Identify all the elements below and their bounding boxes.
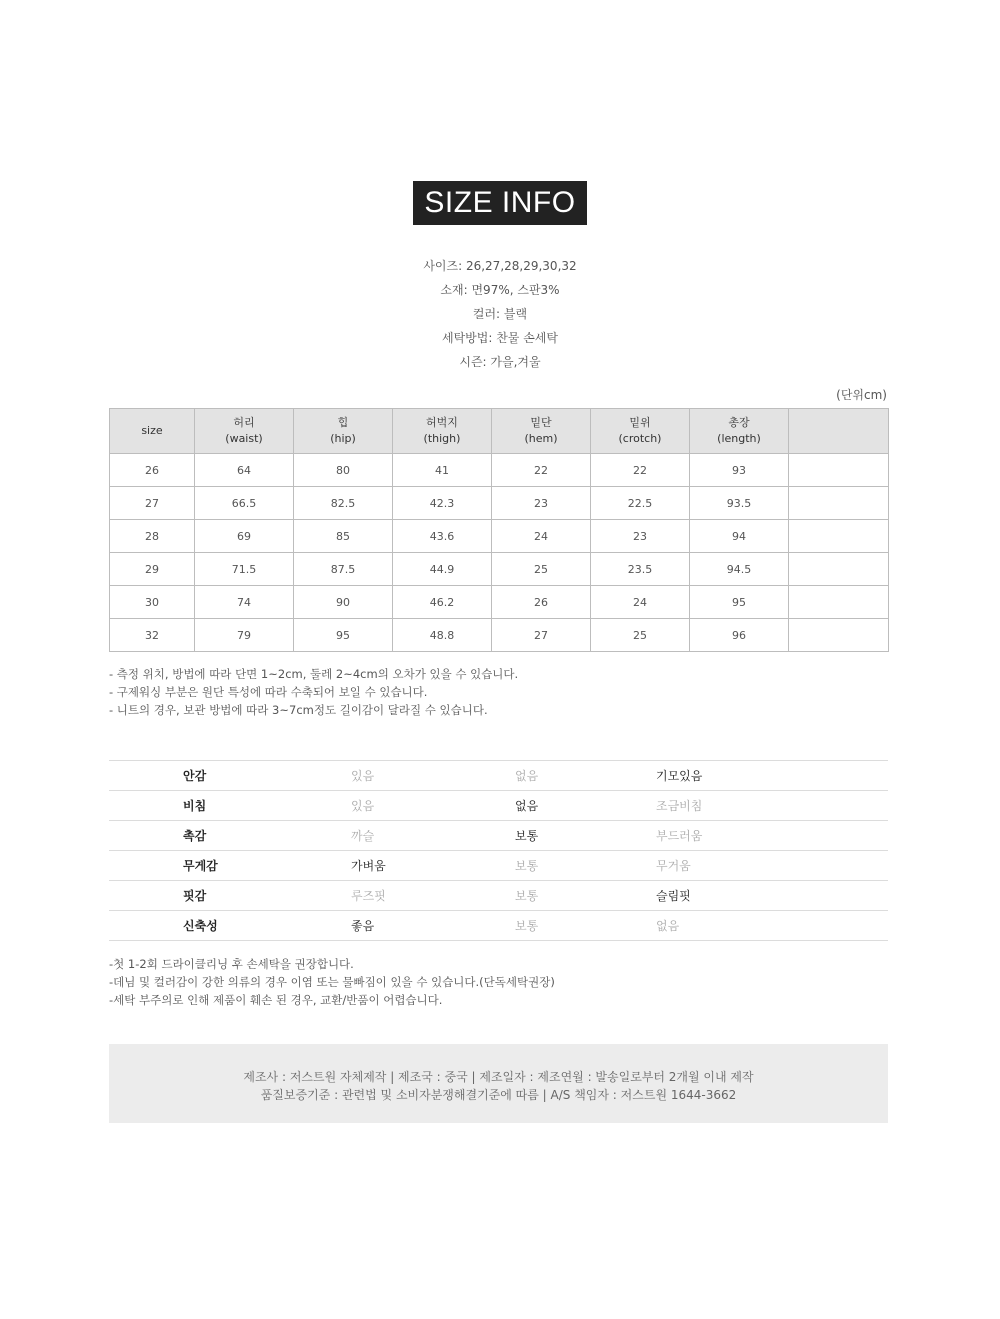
table-cell: 74 <box>195 586 294 619</box>
feature-option-selected: 없음 <box>515 791 656 821</box>
table-cell: 44.9 <box>393 553 492 586</box>
table-cell <box>789 619 889 652</box>
feature-option-selected: 기모있음 <box>656 761 888 791</box>
wash-notes <box>109 955 555 1009</box>
info-season: 시즌: 가을,겨울 <box>459 355 541 369</box>
feature-row <box>109 761 888 791</box>
table-cell: 23.5 <box>591 553 690 586</box>
measure-notes <box>109 665 518 719</box>
table-row <box>110 586 889 619</box>
table-row <box>110 619 889 652</box>
table-row <box>110 520 889 553</box>
table-cell <box>789 487 889 520</box>
header-label-en: (length) <box>717 432 761 445</box>
table-cell: 32 <box>110 619 195 652</box>
feature-row <box>109 821 888 851</box>
table-cell: 43.6 <box>393 520 492 553</box>
table-cell: 42.3 <box>393 487 492 520</box>
table-cell: 22.5 <box>591 487 690 520</box>
header-label-ko: 총장 <box>728 416 750 429</box>
feature-option: 부드러움 <box>656 821 888 851</box>
feature-label: 신축성 <box>109 911 351 941</box>
header-label-en: (thigh) <box>423 432 461 445</box>
feature-option: 없음 <box>656 911 888 941</box>
unit-label: (단위cm) <box>836 388 887 402</box>
info-color: 컬러: 블랙 <box>472 307 528 321</box>
size-header-cell <box>492 409 591 454</box>
header-label-en: (hip) <box>330 432 356 445</box>
size-table-body <box>110 454 889 652</box>
header-label-ko: 허벅지 <box>426 416 458 429</box>
feature-label: 핏감 <box>109 881 351 911</box>
table-cell: 94.5 <box>690 553 789 586</box>
table-cell: 69 <box>195 520 294 553</box>
feature-option-selected: 보통 <box>515 821 656 851</box>
table-cell: 93 <box>690 454 789 487</box>
header-label-ko: 밑위 <box>629 416 651 429</box>
table-cell: 48.8 <box>393 619 492 652</box>
feature-option: 있음 <box>351 791 515 821</box>
table-cell: 27 <box>110 487 195 520</box>
feature-option: 까슬 <box>351 821 515 851</box>
table-cell <box>789 454 889 487</box>
feature-option: 보통 <box>515 911 656 941</box>
info-wash: 세탁방법: 찬물 손세탁 <box>441 331 558 345</box>
feature-option: 있음 <box>351 761 515 791</box>
info-size: 사이즈: 26,27,28,29,30,32 <box>423 259 577 273</box>
feature-label: 촉감 <box>109 821 351 851</box>
table-row <box>110 487 889 520</box>
table-cell: 94 <box>690 520 789 553</box>
table-cell: 96 <box>690 619 789 652</box>
size-table-header <box>110 409 889 454</box>
feature-row <box>109 791 888 821</box>
note-line: - 측정 위치, 방법에 따라 단면 1~2cm, 둘레 2~4cm의 오차가 있을 수 있습니다. <box>109 667 519 681</box>
feature-option-selected: 좋음 <box>351 911 515 941</box>
footer-manufacturer: 제조사 : 저스트원 자체제작 | 제조국 : 중국 | 제조일자 : 제조연월 : 발송일로부터 2개월 이내 제작 <box>243 1070 754 1084</box>
feature-table <box>109 760 888 941</box>
note-line: -데님 및 컬러감이 강한 의류의 경우 이염 또는 물빠짐이 있을 수 있습니다.(단독세탁권장) <box>109 975 555 989</box>
table-cell: 28 <box>110 520 195 553</box>
table-cell <box>789 553 889 586</box>
title-area <box>0 181 1000 225</box>
table-cell: 23 <box>492 487 591 520</box>
size-header-cell <box>294 409 393 454</box>
table-cell: 22 <box>591 454 690 487</box>
table-cell: 23 <box>591 520 690 553</box>
feature-row <box>109 881 888 911</box>
feature-label: 비침 <box>109 791 351 821</box>
table-cell: 66.5 <box>195 487 294 520</box>
feature-option-selected: 가벼움 <box>351 851 515 881</box>
feature-option: 조금비침 <box>656 791 888 821</box>
header-label-en: (waist) <box>225 432 263 445</box>
note-line: -세탁 부주의로 인해 제품이 훼손 된 경우, 교환/반품이 어렵습니다. <box>109 993 443 1007</box>
table-cell: 80 <box>294 454 393 487</box>
table-cell: 79 <box>195 619 294 652</box>
table-cell: 46.2 <box>393 586 492 619</box>
header-label-en: (crotch) <box>618 432 662 445</box>
table-cell: 87.5 <box>294 553 393 586</box>
table-row <box>110 454 889 487</box>
table-cell <box>789 520 889 553</box>
table-cell: 22 <box>492 454 591 487</box>
table-cell: 64 <box>195 454 294 487</box>
table-cell: 25 <box>492 553 591 586</box>
table-cell: 26 <box>110 454 195 487</box>
feature-option: 무거움 <box>656 851 888 881</box>
table-cell: 90 <box>294 586 393 619</box>
table-row <box>110 553 889 586</box>
note-line: - 니트의 경우, 보관 방법에 따라 3~7cm정도 길이감이 달라질 수 있습니다. <box>109 703 488 717</box>
table-cell: 41 <box>393 454 492 487</box>
size-header-cell <box>195 409 294 454</box>
feature-option: 보통 <box>515 851 656 881</box>
size-header-cell <box>591 409 690 454</box>
feature-option: 없음 <box>515 761 656 791</box>
header-label-ko: 힙 <box>337 416 349 429</box>
footer-warranty: 품질보증기준 : 관련법 및 소비자분쟁해결기준에 따름 | A/S 책임자 : 저스트원 1644-3662 <box>260 1088 737 1102</box>
note-line: -첫 1-2회 드라이클리닝 후 손세탁을 권장합니다. <box>109 957 354 971</box>
table-cell: 26 <box>492 586 591 619</box>
feature-row <box>109 911 888 941</box>
header-label-ko: 허리 <box>233 416 255 429</box>
table-cell: 93.5 <box>690 487 789 520</box>
feature-row <box>109 851 888 881</box>
size-info-title: SIZE INFO <box>413 181 586 225</box>
table-cell: 25 <box>591 619 690 652</box>
table-cell: 85 <box>294 520 393 553</box>
table-cell: 95 <box>294 619 393 652</box>
table-cell: 30 <box>110 586 195 619</box>
note-line: - 구제워싱 부분은 원단 특성에 따라 수축되어 보일 수 있습니다. <box>109 685 428 699</box>
table-cell: 27 <box>492 619 591 652</box>
table-cell <box>789 586 889 619</box>
info-material: 소재: 면97%, 스판3% <box>440 283 560 297</box>
table-cell: 29 <box>110 553 195 586</box>
size-header-cell <box>393 409 492 454</box>
feature-option-selected: 슬림핏 <box>656 881 888 911</box>
table-cell: 24 <box>492 520 591 553</box>
size-table <box>109 408 889 652</box>
feature-option: 보통 <box>515 881 656 911</box>
table-cell: 71.5 <box>195 553 294 586</box>
size-header-cell <box>789 409 889 454</box>
header-label-ko: 밑단 <box>530 416 552 429</box>
table-cell: 24 <box>591 586 690 619</box>
table-cell: 95 <box>690 586 789 619</box>
size-header-cell <box>110 409 195 454</box>
feature-label: 안감 <box>109 761 351 791</box>
product-info <box>0 254 1000 374</box>
footer-info <box>109 1044 888 1123</box>
table-cell: 82.5 <box>294 487 393 520</box>
size-header-cell <box>690 409 789 454</box>
header-label-en: (hem) <box>524 432 558 445</box>
feature-option: 루즈핏 <box>351 881 515 911</box>
header-label-ko: size <box>141 424 163 437</box>
feature-label: 무게감 <box>109 851 351 881</box>
